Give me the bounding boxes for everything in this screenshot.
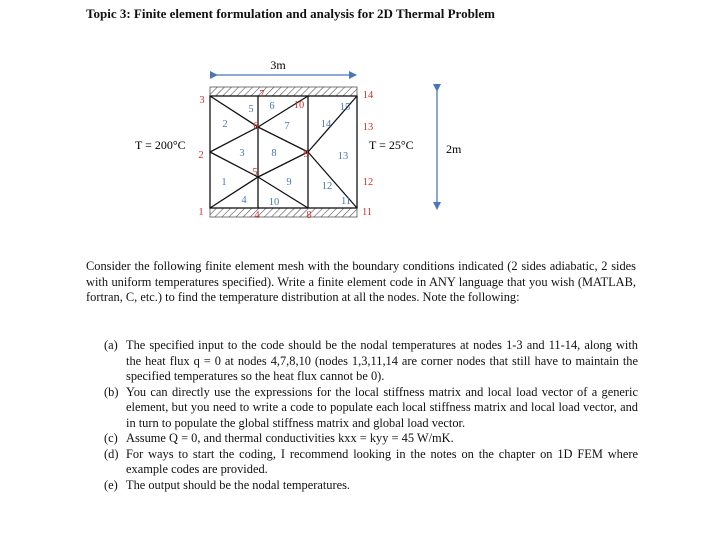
page-title: Topic 3: Finite element formulation and analysis for 2D Thermal Problem bbox=[86, 6, 496, 21]
top-adiabatic-wall bbox=[210, 87, 357, 96]
list-item bbox=[104, 478, 638, 494]
element-label: 2 bbox=[222, 119, 228, 130]
node-label: 7 bbox=[259, 89, 265, 100]
item-text: Assume Q = 0, and thermal conductivities kxx = kyy = 45 W/mK. bbox=[126, 431, 454, 445]
height-label: 2m bbox=[446, 142, 462, 156]
node-label: 2 bbox=[198, 150, 204, 161]
item-text: You can directly use the expressions for the local stiffness matrix and local load vector of a generic element, but you need to write a code to populate each local stiffness matrix and local load vector, and in turn to populate the global stiffness matrix and global load vector. bbox=[126, 384, 638, 430]
node-label: 9 bbox=[303, 149, 309, 160]
node-label: 14 bbox=[362, 90, 374, 101]
element-label: 15 bbox=[339, 102, 351, 113]
node-label: 4 bbox=[254, 210, 260, 221]
element-label: 6 bbox=[269, 101, 275, 112]
item-label: (e) bbox=[104, 477, 118, 492]
element-label: 5 bbox=[248, 104, 254, 115]
element-label: 7 bbox=[284, 121, 290, 132]
element-label: 12 bbox=[321, 181, 333, 192]
element-label: 10 bbox=[268, 197, 280, 208]
node-label: 11 bbox=[361, 207, 373, 218]
element-label: 4 bbox=[241, 195, 247, 206]
node-label: 10 bbox=[293, 100, 305, 111]
item-text: The output should be the nodal temperatures. bbox=[126, 477, 351, 492]
item-label: (a) bbox=[104, 338, 118, 352]
node-label: 13 bbox=[362, 122, 374, 133]
element-label: 9 bbox=[286, 177, 292, 188]
element-label: 1 bbox=[221, 177, 227, 188]
node-label: 8 bbox=[306, 210, 312, 221]
list-item bbox=[104, 431, 638, 447]
element-label: 13 bbox=[337, 151, 349, 162]
problem-statement: Consider the following finite element mesh with the boundary conditions indicated (2 sides adiabatic, 2 sides with uniform temperatures specified). Write a finite element code in ANY language that you wish (MATLAB, fortran, C, etc.) to find the temperature distribution at all the nodes. Note the following: bbox=[86, 259, 636, 304]
node-label: 12 bbox=[362, 177, 374, 188]
element-label: 11 bbox=[340, 196, 352, 207]
mesh-lines bbox=[210, 96, 357, 208]
item-label: (b) bbox=[104, 384, 119, 399]
element-label: 8 bbox=[271, 148, 277, 159]
item-text: The specified input to the code should be the nodal temperatures at nodes 1-3 and 11-14, along with the heat flux q = 0 at nodes 4,7,8,10 (nodes 1,3,11,14 are corner nodes that still have to maintain the specified temperatures so the heat flux cannot be 0). bbox=[126, 338, 638, 383]
item-label: (c) bbox=[104, 431, 118, 445]
node-label: 5 bbox=[252, 167, 258, 178]
node-label: 6 bbox=[253, 121, 259, 132]
element-label: 3 bbox=[239, 148, 245, 159]
mesh-figure bbox=[0, 0, 720, 250]
element-label: 14 bbox=[320, 119, 332, 130]
bottom-adiabatic-wall bbox=[210, 208, 357, 217]
list-item bbox=[104, 447, 638, 478]
width-label: 3m bbox=[270, 58, 286, 72]
list-item bbox=[104, 385, 638, 432]
item-label: (d) bbox=[104, 446, 119, 461]
left-temperature-bc: T = 200°C bbox=[135, 138, 186, 152]
item-text: For ways to start the coding, I recommend looking in the notes on the chapter on 1D FEM where example codes are provided. bbox=[126, 446, 638, 476]
node-label: 3 bbox=[199, 95, 205, 106]
notes-list bbox=[104, 338, 638, 493]
right-temperature-bc: T = 25°C bbox=[369, 138, 414, 152]
node-label: 1 bbox=[198, 207, 204, 218]
list-item bbox=[104, 338, 638, 385]
